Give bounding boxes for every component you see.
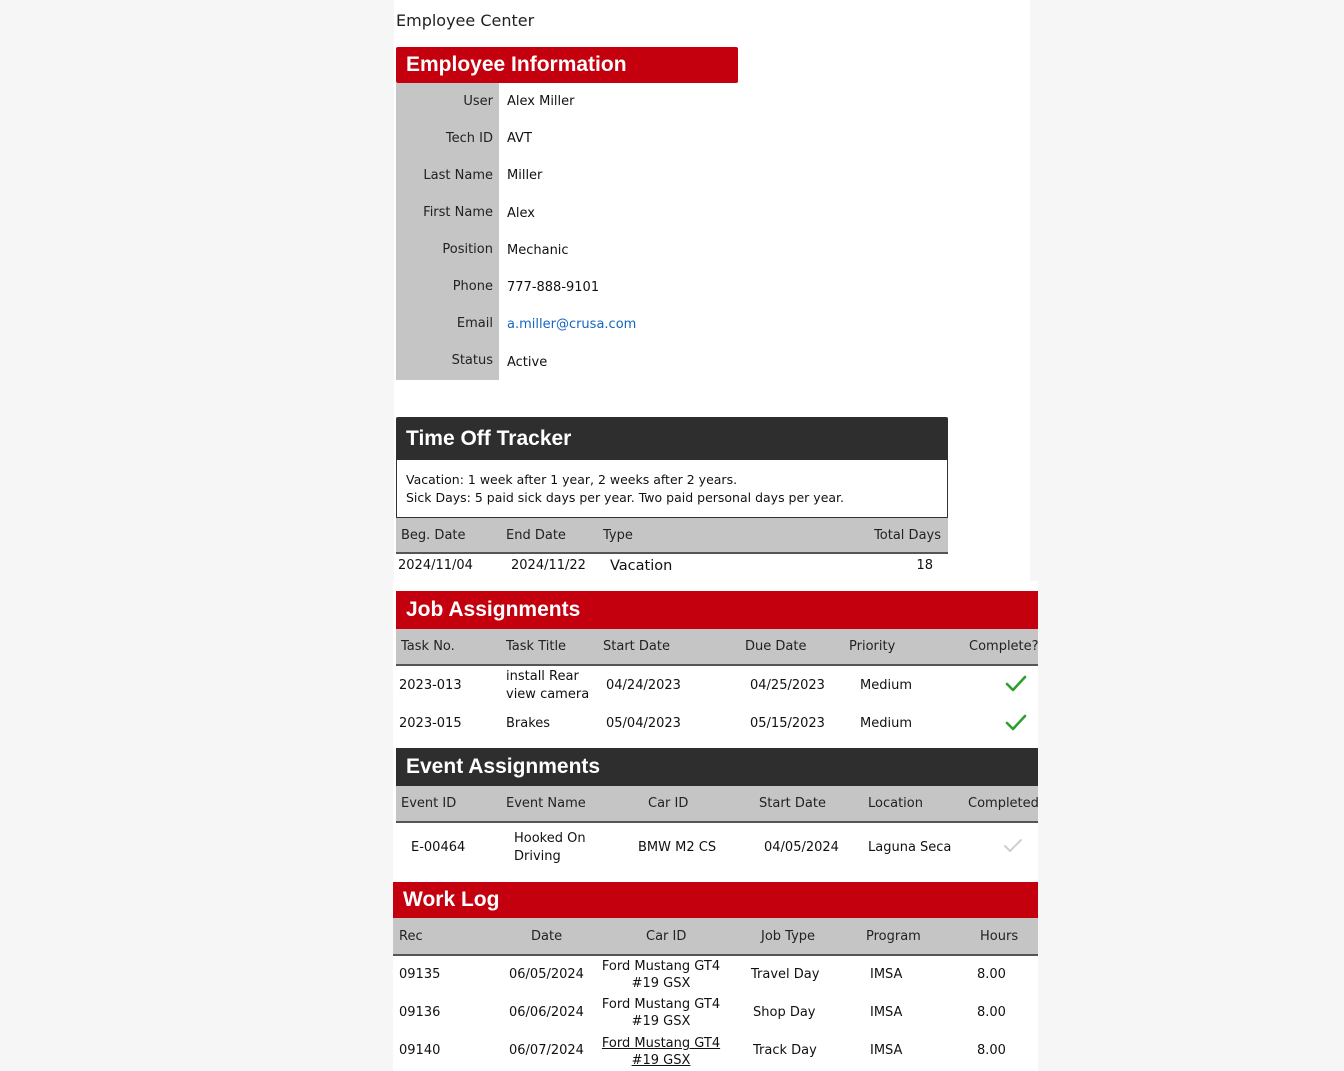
col-job-type: Job Type	[761, 929, 816, 944]
job-task-no: 2023-015	[399, 716, 462, 731]
col-location: Location	[868, 796, 923, 811]
job-due-date: 05/15/2023	[750, 716, 825, 731]
work-log-hours: 8.00	[977, 1043, 1006, 1058]
phone-label: Phone	[452, 279, 493, 294]
job-task-title: Brakes	[506, 716, 551, 731]
work-log-program: IMSA	[870, 1005, 903, 1020]
employee-info-header	[396, 47, 738, 83]
time-off-column-header	[396, 518, 948, 554]
email-label: Email	[456, 316, 493, 331]
event-assignments-header	[396, 748, 1038, 786]
work-log-title: Work Log	[403, 888, 500, 911]
user-value: Alex Miller	[507, 94, 575, 109]
event-assignments-title: Event Assignments	[406, 755, 601, 778]
first-name-label: First Name	[423, 205, 493, 220]
work-log-program: IMSA	[870, 1043, 903, 1058]
time-off-end-date: 2024/11/22	[511, 558, 586, 573]
position-value: Mechanic	[507, 243, 569, 258]
vacation-policy-text: Vacation: 1 week after 1 year, 2 weeks after 2 years.	[406, 472, 738, 487]
col-event-id: Event ID	[401, 796, 457, 811]
job-priority: Medium	[860, 678, 912, 693]
job-assignments-title: Job Assignments	[406, 598, 581, 621]
job-task-title: install Rear view camera	[506, 669, 590, 702]
event-start-date: 04/05/2024	[764, 840, 839, 855]
sick-days-policy-text: Sick Days: 5 paid sick days per year. Two paid personal days per year.	[406, 490, 845, 505]
col-car-id: Car ID	[646, 929, 687, 944]
first-name-value: Alex	[507, 206, 535, 221]
col-start-date: Start Date	[759, 796, 826, 811]
job-task-no: 2023-013	[399, 678, 462, 693]
user-label: User	[463, 94, 493, 109]
work-log-job-type: Travel Day	[751, 967, 820, 982]
job-priority: Medium	[860, 716, 912, 731]
job-column-header	[396, 629, 1038, 666]
app-title: Employee Center	[396, 11, 535, 30]
col-priority: Priority	[849, 639, 896, 654]
event-column-header	[396, 786, 1038, 823]
work-log-job-type: Shop Day	[753, 1005, 816, 1020]
work-log-hours: 8.00	[977, 967, 1006, 982]
work-log-program: IMSA	[870, 967, 903, 982]
complete-check-icon[interactable]	[1005, 675, 1027, 693]
work-log-hours: 8.00	[977, 1005, 1006, 1020]
col-completed: Completed	[968, 796, 1039, 811]
work-log-car-id-link[interactable]: Ford Mustang GT4 #19 GSX	[601, 1036, 721, 1068]
col-date: Date	[531, 929, 563, 944]
complete-check-icon[interactable]	[1005, 714, 1027, 732]
col-program: Program	[866, 929, 921, 944]
time-off-header	[396, 417, 948, 460]
time-off-policy	[396, 460, 948, 518]
employee-info-label-column	[396, 83, 499, 380]
last-name-label: Last Name	[423, 168, 493, 183]
time-off-title: Time Off Tracker	[406, 426, 572, 450]
col-start-date: Start Date	[603, 639, 670, 654]
col-event-name: Event Name	[506, 796, 586, 811]
email-link[interactable]: a.miller@crusa.com	[507, 317, 637, 332]
event-car-id-link[interactable]: BMW M2 CS	[638, 840, 717, 855]
col-hours: Hours	[980, 929, 1019, 944]
col-due-date: Due Date	[745, 639, 807, 654]
tech-id-label: Tech ID	[445, 131, 493, 146]
work-log-car-id-link[interactable]: Ford Mustang GT4 #19 GSX	[601, 959, 721, 991]
col-task-title: Task Title	[506, 639, 567, 654]
position-label: Position	[442, 242, 493, 257]
job-start-date: 05/04/2023	[606, 716, 681, 731]
event-name: Hooked On Driving	[514, 831, 586, 864]
job-due-date: 04/25/2023	[750, 678, 825, 693]
work-log-rec: 09135	[399, 967, 441, 982]
work-log-car-id-link[interactable]: Ford Mustang GT4 #19 GSX	[601, 997, 721, 1029]
col-type: Type	[603, 528, 633, 543]
col-task-no: Task No.	[401, 639, 455, 654]
work-log-column-header	[393, 918, 1038, 956]
tech-id-value: AVT	[507, 131, 532, 146]
event-id: E-00464	[411, 840, 466, 855]
work-log-date: 06/05/2024	[509, 967, 584, 982]
work-log-rec: 09136	[399, 1005, 441, 1020]
col-end-date: End Date	[506, 528, 566, 543]
work-log-rec: 09140	[399, 1043, 441, 1058]
col-car-id: Car ID	[648, 796, 689, 811]
event-location: Laguna Seca	[868, 840, 952, 855]
col-complete: Complete?	[969, 639, 1039, 654]
job-start-date: 04/24/2023	[606, 678, 681, 693]
time-off-total: 18	[916, 558, 933, 573]
employee-info-title: Employee Information	[406, 53, 627, 76]
work-log-job-type: Track Day	[753, 1043, 817, 1058]
time-off-type: Vacation	[610, 558, 673, 574]
job-assignments-header	[396, 591, 1038, 629]
status-value: Active	[507, 355, 548, 370]
col-beg-date: Beg. Date	[401, 528, 466, 543]
col-rec: Rec	[399, 929, 423, 944]
col-total-days: Total Days	[874, 528, 941, 543]
phone-value: 777-888-9101	[507, 280, 600, 295]
time-off-beg-date: 2024/11/04	[398, 558, 473, 573]
work-log-header	[393, 882, 1038, 918]
status-label: Status	[451, 353, 493, 368]
completed-check-icon[interactable]	[1003, 838, 1023, 854]
work-log-date: 06/06/2024	[509, 1005, 584, 1020]
work-log-date: 06/07/2024	[509, 1043, 584, 1058]
last-name-value: Miller	[507, 168, 543, 183]
